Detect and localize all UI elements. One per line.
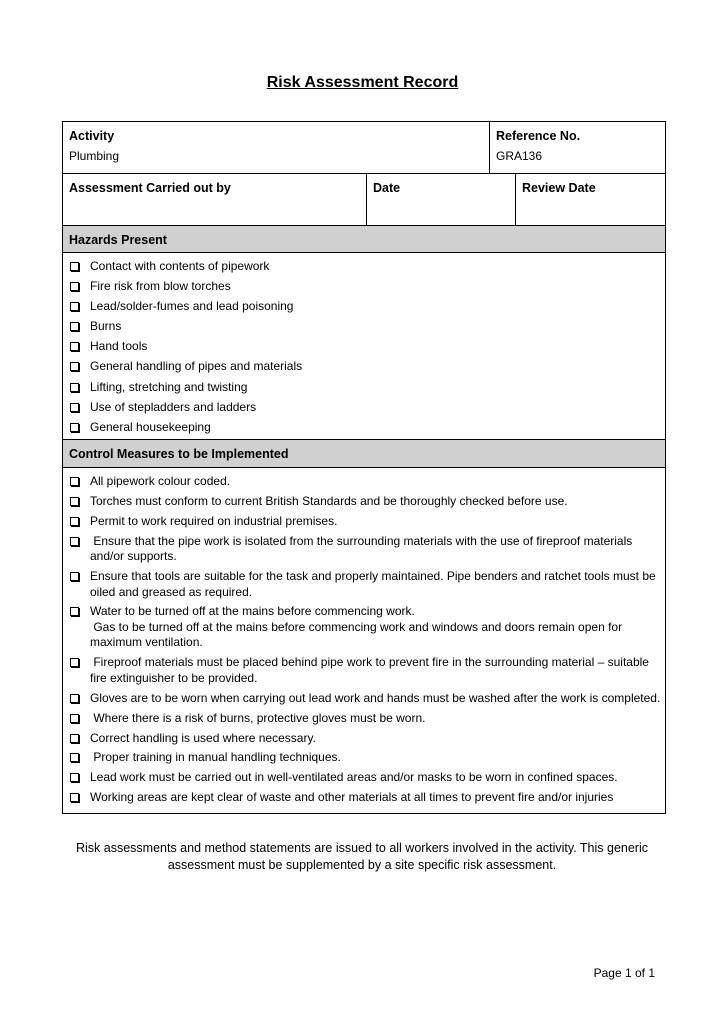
control-item	[63, 731, 665, 747]
hazard-item	[63, 420, 665, 436]
hazard-item-text: Use of stepladders and ladders	[90, 399, 257, 414]
control-item	[63, 494, 665, 510]
checkbox-icon	[70, 322, 79, 331]
hazard-item	[63, 299, 665, 315]
checkbox-icon	[70, 537, 79, 546]
control-item	[63, 790, 665, 806]
checkbox-icon	[70, 793, 79, 802]
hazard-item-text: Fire risk from blow torches	[90, 279, 231, 294]
activity-cell	[63, 122, 489, 173]
checkbox-icon	[70, 362, 79, 371]
activity-value: Plumbing	[69, 149, 120, 163]
control-item-text: All pipework colour coded.	[90, 474, 231, 488]
checkbox-icon	[70, 497, 79, 506]
controls-list	[63, 474, 665, 806]
control-item-text: Ensure that the pipe work is isolated from the surrounding materials with the use of fireproof materials and/or supports.	[90, 533, 636, 564]
control-item-text: Ensure that tools are suitable for the task and properly maintained. Pipe benders and ratchet tools must be oiled and greased as required.	[90, 569, 660, 599]
hazard-item-text: Burns	[90, 319, 122, 334]
control-item-text: Permit to work required on industrial premises.	[90, 513, 338, 528]
control-item-text: Lead work must be carried out in well-ventilated areas and/or masks to be worn in confined spaces.	[90, 770, 618, 785]
date-label: Date	[373, 181, 401, 195]
controls-heading-row	[63, 439, 665, 468]
control-item-text: Water to be turned off at the mains before commencing work. Gas to be turned off at the mains before commencing work and windows and doors remain open for maximum ventilation.	[90, 604, 623, 650]
control-item	[63, 711, 665, 727]
hazards-list	[63, 259, 665, 435]
checkbox-icon	[70, 477, 79, 486]
hazard-item	[63, 259, 665, 275]
checkbox-icon	[70, 302, 79, 311]
hazard-item	[63, 319, 665, 335]
control-item	[63, 604, 665, 651]
hazard-item-text: General handling of pipes and materials	[90, 359, 303, 374]
hazard-item	[63, 279, 665, 295]
hazard-item	[63, 359, 665, 375]
checkbox-icon	[70, 262, 79, 271]
checkbox-icon	[70, 423, 79, 432]
reference-label: Reference No.	[496, 129, 581, 143]
checkbox-icon	[70, 572, 79, 581]
control-item	[63, 569, 665, 600]
checkbox-icon	[70, 694, 79, 703]
controls-heading: Control Measures to be Implemented	[69, 447, 289, 461]
assessment-cell	[63, 174, 366, 225]
control-item-text: Working areas are kept clear of waste and other materials at all times to prevent fire and/or injuries	[90, 790, 614, 805]
control-item-text: Where there is a risk of burns, protective gloves must be worn.	[90, 710, 426, 725]
checkbox-icon	[70, 753, 79, 762]
control-item-text: Torches must conform to current British Standards and be thoroughly checked before use.	[90, 493, 568, 508]
checkbox-icon	[70, 658, 79, 667]
control-item	[63, 534, 665, 565]
checkbox-icon	[70, 714, 79, 723]
controls-section	[63, 468, 665, 813]
control-item	[63, 750, 665, 766]
checkbox-icon	[70, 403, 79, 412]
risk-assessment-form	[62, 121, 666, 814]
control-item	[63, 514, 665, 530]
checkbox-icon	[70, 383, 79, 392]
date-cell	[366, 174, 515, 225]
page-title: Risk Assessment Record	[266, 74, 459, 91]
review-date-label: Review Date	[522, 181, 596, 195]
hazard-item	[63, 400, 665, 416]
assessment-row	[63, 173, 665, 225]
review-date-cell	[515, 174, 665, 225]
hazard-item-text: Lifting, stretching and twisting	[90, 379, 248, 394]
control-item-text: Gloves are to be worn when carrying out lead work and hands must be washed after the work is completed.	[90, 690, 661, 705]
control-item	[63, 474, 665, 490]
hazard-item-text: Hand tools	[90, 339, 148, 354]
hazard-item-text: Contact with contents of pipework	[90, 259, 270, 273]
page-number: Page 1 of 1	[593, 966, 655, 980]
hazard-item	[63, 339, 665, 355]
control-item-text: Correct handling is used where necessary.	[90, 730, 316, 745]
hazard-item-text: General housekeeping	[90, 419, 211, 434]
control-item	[63, 655, 665, 686]
checkbox-icon	[70, 607, 79, 616]
checkbox-icon	[70, 773, 79, 782]
footer-note: Risk assessments and method statements are issued to all workers involved in the activity. This generic assessment must be supplemented by a site specific risk assessment.	[75, 841, 648, 872]
control-item	[63, 770, 665, 786]
hazard-item	[63, 380, 665, 396]
activity-row	[63, 122, 665, 173]
checkbox-icon	[70, 342, 79, 351]
hazards-section	[63, 253, 665, 439]
reference-value: GRA136	[496, 149, 543, 163]
checkbox-icon	[70, 517, 79, 526]
control-item	[63, 691, 665, 707]
reference-cell	[489, 122, 665, 173]
hazard-item-text: Lead/solder-fumes and lead poisoning	[90, 299, 294, 314]
checkbox-icon	[70, 282, 79, 291]
hazards-heading: Hazards Present	[69, 233, 167, 247]
activity-label: Activity	[69, 129, 115, 143]
control-item-text: Proper training in manual handling techniques.	[90, 750, 341, 765]
checkbox-icon	[70, 734, 79, 743]
control-item-text: Fireproof materials must be placed behind pipe work to prevent fire in the surrounding material – suitable fire extinguisher to be provided.	[90, 655, 653, 685]
hazards-heading-row	[63, 225, 665, 253]
assessment-label: Assessment Carried out by	[69, 181, 231, 195]
